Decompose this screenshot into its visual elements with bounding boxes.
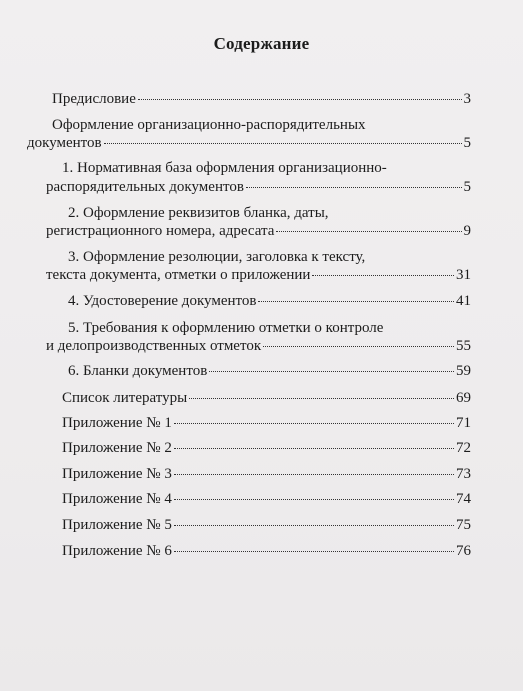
toc-page-number: 5 <box>463 135 471 151</box>
toc-leader-dots <box>174 423 454 424</box>
toc-page-number: 73 <box>456 466 471 482</box>
toc-leader-dots <box>174 551 454 552</box>
toc-page-number: 9 <box>463 223 471 239</box>
toc-entry-text: 1. Нормативная база оформления организационно- <box>62 160 387 176</box>
toc-leader-dots <box>174 499 454 500</box>
toc-entry-bibliography[interactable] <box>62 389 471 407</box>
toc-entry-text: 4. Удостоверение документов <box>68 293 257 309</box>
toc-page-number: 74 <box>456 491 471 507</box>
toc-entry-text: и делопроизводственных отметок <box>46 338 262 354</box>
toc-entry-preface[interactable] <box>52 90 471 108</box>
toc-entry-text: Список литературы <box>62 390 188 406</box>
toc-page-number: 72 <box>456 440 471 456</box>
toc-page-number: 31 <box>456 267 471 283</box>
toc-entry-text: Приложение № 3 <box>62 466 172 482</box>
toc-entry-text: распорядительных документов <box>46 179 244 195</box>
toc-entry-text: документов <box>27 135 102 151</box>
toc-page-number: 5 <box>463 179 471 195</box>
toc-entry-appendix-1[interactable] <box>62 414 471 432</box>
toc-entry-text: 3. Оформление резолюции, заголовка к тексту, <box>68 249 366 265</box>
toc-page-number: 75 <box>456 517 471 533</box>
toc-page-number: 41 <box>456 293 471 309</box>
toc-entry-text: Приложение № 5 <box>62 517 172 533</box>
toc-leader-dots <box>174 525 454 526</box>
toc-entry-section-2[interactable] <box>46 222 471 240</box>
toc-entry-appendix-5[interactable] <box>62 516 471 534</box>
toc-entry-appendix-3[interactable] <box>62 465 471 483</box>
toc-entry-text: Приложение № 2 <box>62 440 172 456</box>
toc-entry-text: Приложение № 6 <box>62 543 172 559</box>
toc-page-number: 3 <box>463 91 471 107</box>
toc-entry-text: Оформление организационно-распорядительных <box>52 117 366 133</box>
toc-entry-text: текста документа, отметки о приложении <box>46 267 311 283</box>
toc-entry-appendix-2[interactable] <box>62 439 471 457</box>
toc-entry-section-3[interactable] <box>46 266 471 284</box>
toc-entry-text: Предисловие <box>52 91 136 107</box>
toc-leader-dots <box>138 99 462 100</box>
toc-leader-dots <box>189 398 454 399</box>
toc-entry-text: Приложение № 1 <box>62 415 172 431</box>
toc-leader-dots <box>174 474 454 475</box>
toc-entry-text: Приложение № 4 <box>62 491 172 507</box>
toc-entry-text: 2. Оформление реквизитов бланка, даты, <box>68 205 329 221</box>
page-title: Содержание <box>213 34 310 53</box>
toc-entry-text: 5. Требования к оформлению отметки о контроле <box>68 320 384 336</box>
toc-leader-dots <box>258 301 454 302</box>
toc-leader-dots <box>276 231 461 232</box>
toc-leader-dots <box>246 187 462 188</box>
toc-entry-appendix-6[interactable] <box>62 542 471 560</box>
toc-entry-section-6[interactable] <box>68 362 471 380</box>
toc-entry-appendix-4[interactable] <box>62 490 471 508</box>
toc-page-number: 55 <box>456 338 471 354</box>
toc-entry-text: регистрационного номера, адресата <box>46 223 275 239</box>
toc-leader-dots <box>209 371 454 372</box>
toc-entry-ord[interactable] <box>27 134 471 152</box>
toc-entry-text: 6. Бланки документов <box>68 363 208 379</box>
toc-page-number: 59 <box>456 363 471 379</box>
toc-page-number: 76 <box>456 543 471 559</box>
toc-page-number: 71 <box>456 415 471 431</box>
toc-entry-section-5[interactable] <box>46 337 471 355</box>
toc-leader-dots <box>104 143 462 144</box>
toc-leader-dots <box>263 346 454 347</box>
toc-entry-section-4[interactable] <box>68 292 471 310</box>
toc-entry-section-1[interactable] <box>46 178 471 196</box>
toc-page-number: 69 <box>456 390 471 406</box>
toc-leader-dots <box>174 448 454 449</box>
toc-leader-dots <box>312 275 454 276</box>
